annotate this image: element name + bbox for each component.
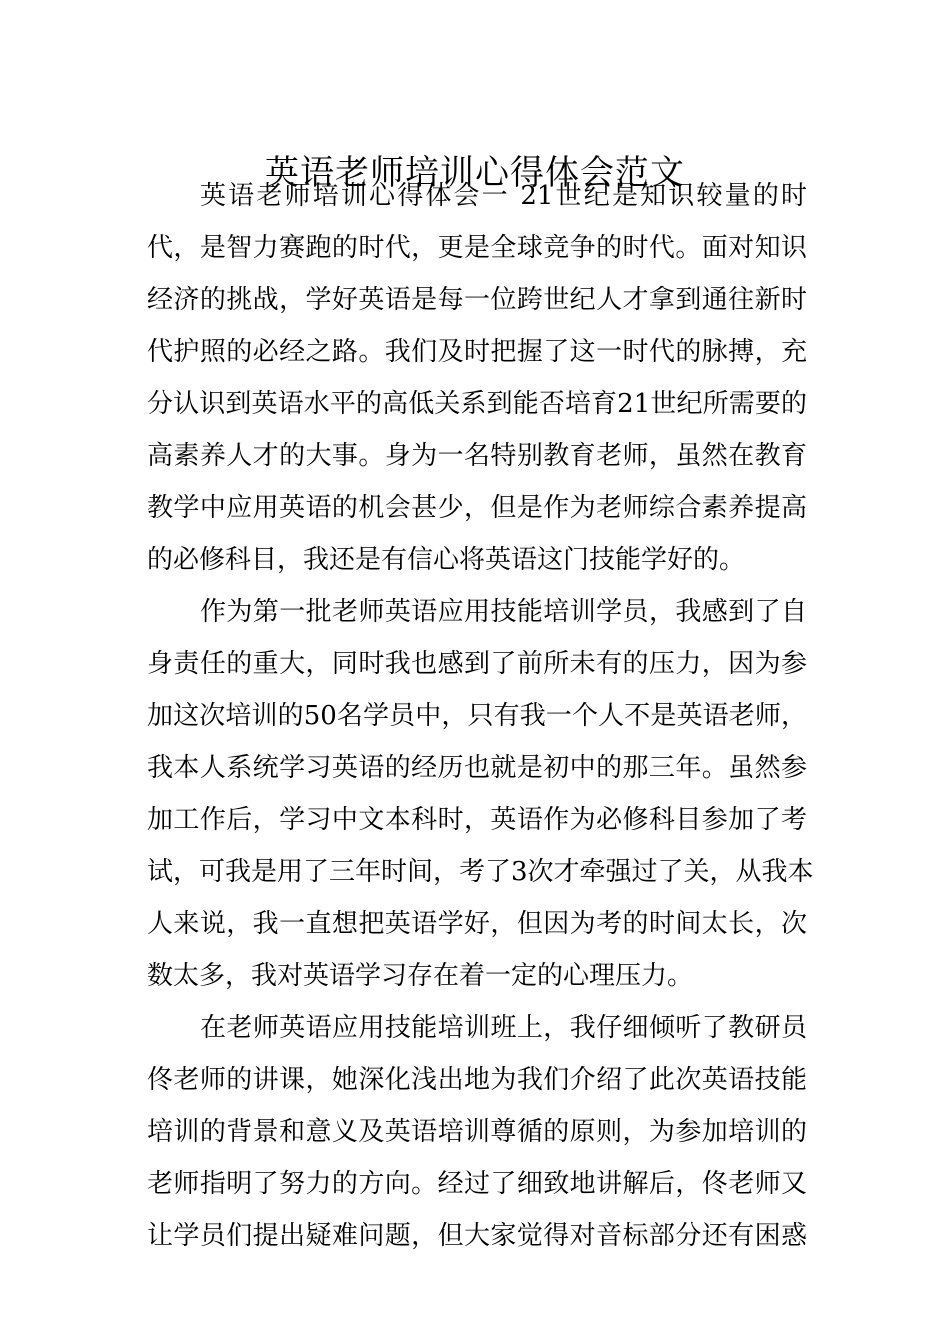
paragraph-line: 让学员们提出疑难问题，但大家觉得对音标部分还有困惑 [147, 1221, 807, 1251]
paragraph-line: 的必修科目，我还是有信心将英语这门技能学好的。 [147, 545, 746, 575]
paragraph-line: 英语老师培训心得体会一 21世纪是知识较量的时 [200, 181, 807, 211]
paragraph-line: 加这次培训的50名学员中，只有我一个人不是英语老师， [147, 701, 807, 731]
document-title: 英语老师培训心得体会范文 [265, 152, 685, 193]
paragraph-line: 数太多，我对英语学习存在着一定的心理压力。 [147, 961, 694, 991]
paragraph-line: 加工作后，学习中文本科时，英语作为必修科目参加了考 [147, 805, 807, 835]
paragraph-line: 作为第一批老师英语应用技能培训学员，我感到了自 [200, 597, 807, 627]
paragraph-line: 高素养人才的大事。身为一名特别教育老师，虽然在教育 [147, 441, 807, 471]
paragraph-line: 代护照的必经之路。我们及时把握了这一时代的脉搏，充 [147, 337, 807, 367]
paragraph-line: 代，是智力赛跑的时代，更是全球竞争的时代。面对知识 [147, 233, 807, 263]
paragraph-line: 人来说，我一直想把英语学好，但因为考的时间太长，次 [147, 909, 807, 939]
paragraph-line: 培训的背景和意义及英语培训尊循的原则，为参加培训的 [147, 1117, 807, 1147]
paragraph-line: 身责任的重大，同时我也感到了前所未有的压力，因为参 [147, 649, 807, 679]
paragraph-line: 我本人系统学习英语的经历也就是初中的那三年。虽然参 [147, 753, 807, 783]
paragraph-line: 佟老师的讲课，她深化浅出地为我们介绍了此次英语技能 [147, 1065, 807, 1095]
paragraph-line: 试，可我是用了三年时间，考了3次才牵强过了关，从我本 [147, 857, 814, 887]
paragraph-line: 在老师英语应用技能培训班上，我仔细倾听了教研员 [200, 1013, 807, 1043]
paragraph-line: 经济的挑战，学好英语是每一位跨世纪人才拿到通往新时 [147, 285, 807, 315]
paragraph-line: 教学中应用英语的机会甚少，但是作为老师综合素养提高 [147, 493, 807, 523]
paragraph-line: 分认识到英语水平的高低关系到能否培育21世纪所需要的 [147, 389, 807, 419]
paragraph-line: 老师指明了努力的方向。经过了细致地讲解后，佟老师又 [147, 1169, 807, 1199]
